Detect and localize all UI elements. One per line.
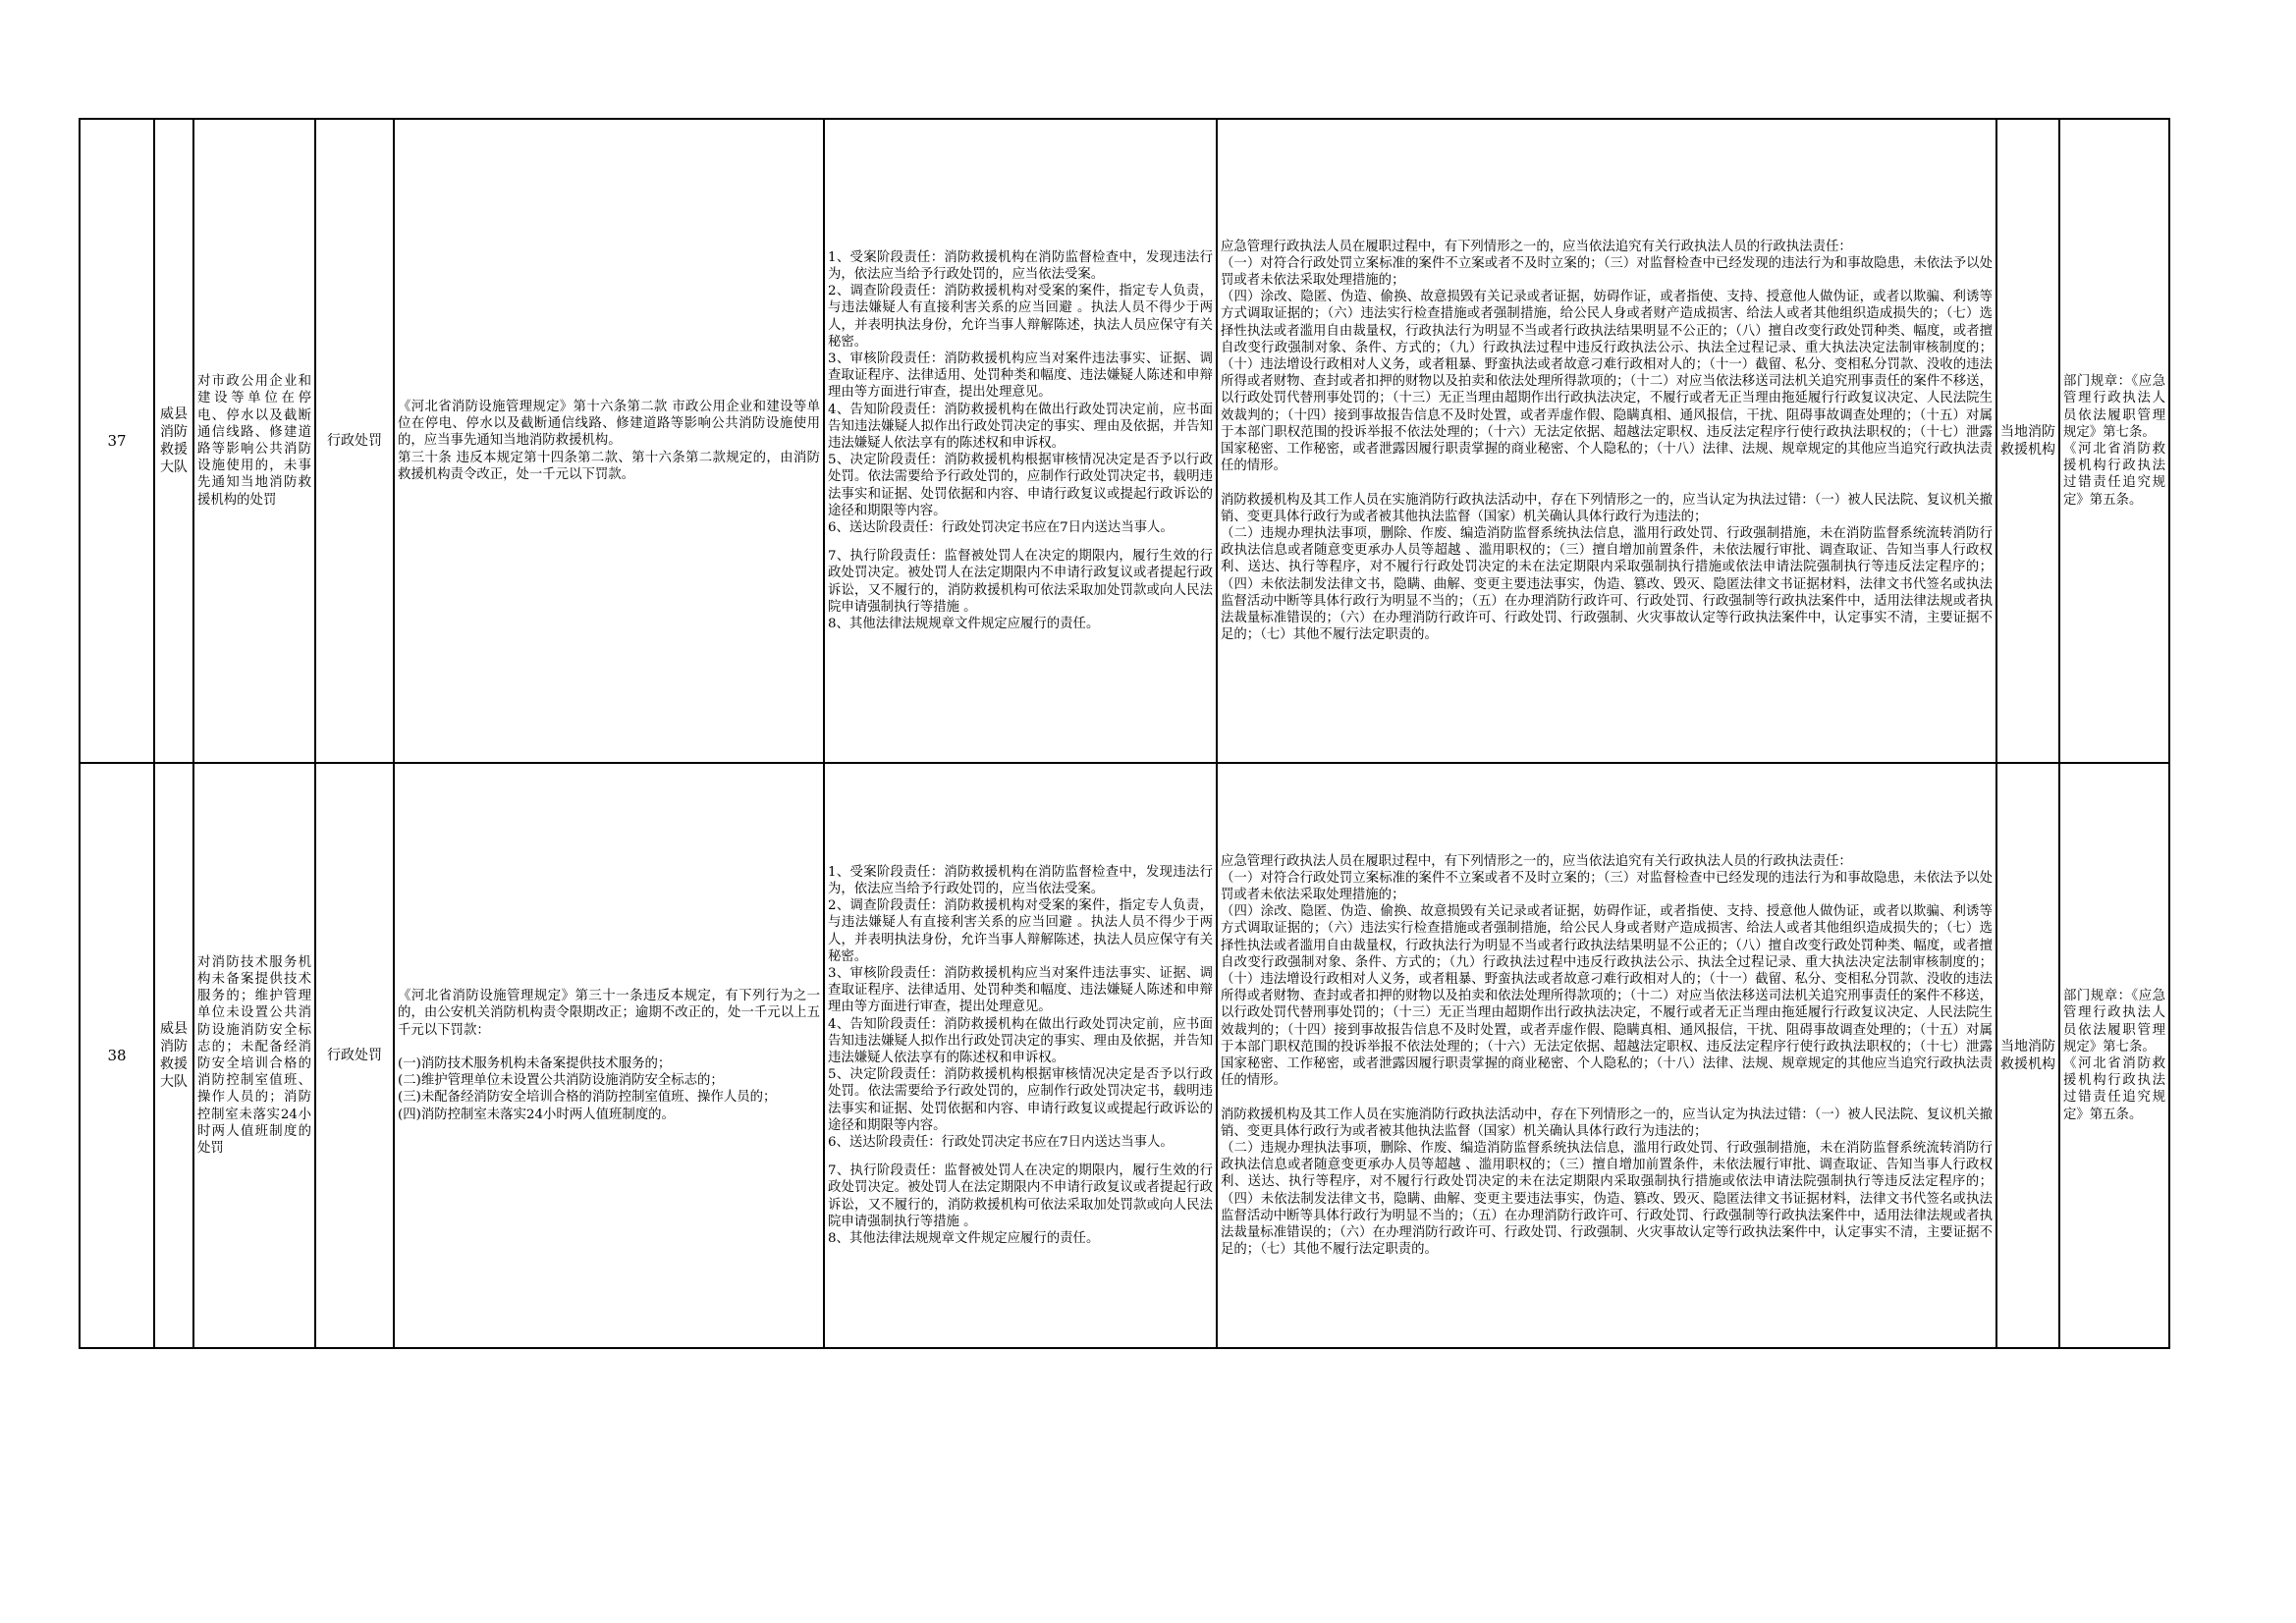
responsibility-cell	[824, 119, 1217, 763]
accountability-cell	[1217, 763, 1996, 1348]
power-type-cell: 行政处罚	[315, 763, 394, 1348]
basis-cell	[2059, 119, 2169, 763]
duty-item: 1、受案阶段责任：消防救援机构在消防监督检查中，发现违法行为，依法应当给予行政处罚的，应当依法受案。	[828, 249, 1213, 282]
accountability-text: （四）涂改、隐匿、伪造、偷换、故意损毁有关记录或者证据，妨碍作证，或者指使、支持、授意他人做伪证，或者以欺骗、利诱等方式调取证据的；（六）违法实行检查措施或者强制措施，给公民人身或者财产造成损害、给法人或者其他组织造成损失的；（七）选择性执法或者滥用自由裁量权，行政执法行为明显不当或者行政执法结果明显不公正的；（八）擅自改变行政处罚种类、幅度，或者擅自改变行政强制对象、条件、方式的；（九）行政执法过程中违反行政执法公示、执法全过程记录、重大执法决定法制审核制度的；（十）违法增设行政相对人义务，或者粗暴、野蛮执法或者故意刁难行政相对人的；（十一）截留、私分、变相私分罚款、没收的违法所得或者财物、查封或者扣押的财物以及拍卖和依法处理所得款项的；（十二）对应当依法移送司法机关追究刑事责任的案件不移送，以行政处罚代替刑事处罚的；（十三）无正当理由超期作出行政执法决定，不履行或者无正当理由拖延履行行政复议决定、人民法院生效裁判的；（十四）接到事故报告信息不及时处置，或者弄虚作假、隐瞒真相、通风报信，干扰、阻碍事故调查处理的；（十五）对属于本部门职权范围的投诉举报不依法处理的；（十六）无法定依据、超越法定职权、违反法定程序行使行政执法职权的；（十七）泄露国家秘密、工作秘密，或者泄露因履行职责掌握的商业秘密、个人隐私的；（十八）法律、法规、规章规定的其他应当追究行政执法责任的情形。	[1221, 290, 1993, 474]
subject-cell: 当地消防救援机构	[1996, 119, 2059, 763]
duty-item: 6、送达阶段责任：行政处罚决定书应在7日内送达当事人。	[828, 520, 1174, 536]
duty-item: 7、执行阶段责任：监督被处罚人在决定的期限内，履行生效的行政处罚决定。被处罚人在法定期限内不申请行政复议或者提起行政诉讼，又不履行的，消防救援机构可依法采取加处罚款或向人民法院申请强制执行等措施 。	[828, 1163, 1213, 1229]
duty-item: 8、其他法律法规规章文件规定应履行的责任。	[828, 617, 1100, 632]
duty-item: 5、决定阶段责任：消防救援机构根据审核情况决定是否予以行政处罚。依法需要给予行政处罚的，应制作行政处罚决定书，载明违法事实和证据、处罚依据和内容、申请行政复议或提起行政诉讼的途径和期限等内容。	[828, 453, 1213, 518]
duty-item: 2、调查阶段责任：消防救援机构对受案的案件，指定专人负责，与违法嫌疑人有直接利害关系的应当回避 。执法人员不得少于两人，并表明执法身份，允许当事人辩解陈述，执法人员应保守有关秘密。	[828, 284, 1213, 350]
duty-item: 4、告知阶段责任：消防救援机构在做出行政处罚决定前，应书面告知违法嫌疑人拟作出行政处罚决定的事实、理由及依据，并告知违法嫌疑人依法享有的陈述权和申诉权。	[828, 402, 1213, 451]
duty-item: 4、告知阶段责任：消防救援机构在做出行政处罚决定前，应书面告知违法嫌疑人拟作出行政处罚决定的事实、理由及依据，并告知违法嫌疑人依法享有的陈述权和申诉权。	[828, 1016, 1213, 1065]
legal-text: (一)消防技术服务机构未备案提供技术服务的；	[398, 1055, 672, 1071]
duty-item: 3、审核阶段责任：消防救援机构应当对案件违法事实、证据、调查取证程序、法律适用、处罚种类和幅度、违法嫌疑人陈述和申辩理由等方面进行审查，提出处理意见。	[828, 965, 1213, 1015]
accountability-text: 消防救援机构及其工作人员在实施消防行政执法活动中，存在下列情形之一的，应当认定为执法过错：（一）被人民法院、复议机关撤销、变更具体行政行为或者被其他执法监督（国家）机关确认具体行政行为违法的；	[1221, 1107, 1993, 1139]
duty-item: 3、审核阶段责任：消防救援机构应当对案件违法事实、证据、调查取证程序、法律适用、处罚种类和幅度、违法嫌疑人陈述和申辩理由等方面进行审查，提出处理意见。	[828, 351, 1213, 401]
basis-text: 《河北省消防救援机构行政执法过错责任追究规定》第五条。	[2063, 1056, 2165, 1122]
accountability-text: 应急管理行政执法人员在履职过程中，有下列情形之一的，应当依法追究有关行政执法人员的行政执法责任：	[1221, 853, 1852, 869]
accountability-text: （二）违规办理执法事项，删除、作废、编造消防监督系统执法信息，滥用行政处罚、行政强制措施，未在消防监督系统流转消防行政执法信息或者随意变更承办人员等超越 、滥用职权的；（三）擅自增加前置条件，未依法履行审批、调查取证、告知当事人行政权利、送达、执行等程序，对不履行行政处罚决定的未在法定期限内采取强制执行措施或依法申请法院强制执行等违反法定程序的；（四）未依法制发法律文书，隐瞒、曲解、变更主要违法事实，伪造、篡改、毁灭、隐匿法律文书证据材料，法律文书代签名或执法监督活动中断等具体行政行为明显不当的；（五）在办理消防行政许可、行政处罚、行政强制等行政执法案件中，适用法律法规或者执法裁量标准错误的；（六）在办理消防行政许可、行政处罚、行政强制、火灾事故认定等行政执法案件中，认定事实不清，主要证据不足的；（七）其他不履行法定职责的。	[1221, 525, 1993, 643]
duty-item: 6、送达阶段责任：行政处罚决定书应在7日内送达当事人。	[828, 1135, 1174, 1151]
accountability-text: （一）对符合行政处罚立案标准的案件不立案或者不及时立案的；（三）对监督检查中已经发现的违法行为和事故隐患，未依法予以处罚或者未依法采取处理措施的；	[1221, 870, 1993, 903]
responsibility-cell	[824, 763, 1217, 1348]
legal-text: (三)未配备经消防安全培训合格的消防控制室值班、操作人员的；	[398, 1090, 777, 1106]
row-number: 38	[80, 763, 154, 1348]
legal-text: (二)维护管理单位未设置公共消防设施消防安全标志的；	[398, 1073, 724, 1089]
power-type-cell: 行政处罚	[315, 119, 394, 763]
basis-text: 部门规章：《应急管理行政执法人员依法履职管理规定》第七条。	[2063, 989, 2165, 1055]
responsibility-table	[79, 118, 2170, 1349]
accountability-text: 消防救援机构及其工作人员在实施消防行政执法活动中，存在下列情形之一的，应当认定为执法过错：（一）被人民法院、复议机关撤销、变更具体行政行为或者被其他执法监督（国家）机关确认具体行政行为违法的；	[1221, 492, 1993, 524]
legal-basis-cell	[394, 119, 824, 763]
legal-basis-cell	[394, 763, 824, 1348]
subject-cell: 当地消防救援机构	[1996, 763, 2059, 1348]
legal-text: 《河北省消防设施管理规定》第三十一条违反本规定，有下列行为之一的，由公安机关消防机构责令限期改正；逾期不改正的，处一千元以上五千元以下罚款：	[398, 989, 820, 1038]
legal-text: 《河北省消防设施管理规定》第十六条第二款 市政公用企业和建设等单位在停电、停水以及截断通信线路、修建道路等影响公共消防设施使用的，应当事先通知当地消防救援机构。	[398, 399, 820, 449]
accountability-cell	[1217, 119, 1996, 763]
item-name-cell: 对市政公用企业和建设等单位在停电、停水以及截断通信线路、修建道路等影响公共消防设施使用的，未事先通知当地消防救援机构的处罚	[193, 119, 315, 763]
department-cell: 威县消防救援大队	[154, 119, 193, 763]
duty-item: 2、调查阶段责任：消防救援机构对受案的案件，指定专人负责，与违法嫌疑人有直接利害关系的应当回避 。执法人员不得少于两人，并表明执法身份，允许当事人辩解陈述，执法人员应保守有关秘密。	[828, 898, 1213, 964]
item-name-cell: 对消防技术服务机构未备案提供技术服务的；维护管理单位未设置公共消防设施消防安全标志的；未配备经消防安全培训合格的消防控制室值班、操作人员的；消防控制室未落实24小时两人值班制度的处罚	[193, 763, 315, 1348]
accountability-text: 应急管理行政执法人员在履职过程中，有下列情形之一的，应当依法追究有关行政执法人员的行政执法责任：	[1221, 239, 1852, 254]
accountability-text: （一）对符合行政处罚立案标准的案件不立案或者不及时立案的；（三）对监督检查中已经发现的违法行为和事故隐患，未依法予以处罚或者未依法采取处理措施的；	[1221, 255, 1993, 289]
legal-text: 第三十条 违反本规定第十四条第二款、第十六条第二款规定的，由消防救援机构责令改正，处一千元以下罚款。	[398, 450, 820, 482]
legal-text: (四)消防控制室未落实24小时两人值班制度的。	[398, 1107, 675, 1122]
duty-item: 8、其他法律法规规章文件规定应履行的责任。	[828, 1231, 1100, 1247]
table-row	[80, 119, 2169, 763]
row-number: 37	[80, 119, 154, 763]
duty-item: 7、执行阶段责任：监督被处罚人在决定的期限内，履行生效的行政处罚决定。被处罚人在法定期限内不申请行政复议或者提起行政诉讼，又不履行的，消防救援机构可依法采取加处罚款或向人民法院申请强制执行等措施 。	[828, 549, 1213, 615]
duty-item: 5、决定阶段责任：消防救援机构根据审核情况决定是否予以行政处罚。依法需要给予行政处罚的，应制作行政处罚决定书，载明违法事实和证据、处罚依据和内容、申请行政复议或提起行政诉讼的途径和期限等内容。	[828, 1067, 1213, 1133]
department-cell: 威县消防救援大队	[154, 763, 193, 1348]
accountability-text: （二）违规办理执法事项，删除、作废、编造消防监督系统执法信息，滥用行政处罚、行政强制措施，未在消防监督系统流转消防行政执法信息或者随意变更承办人员等超越 、滥用职权的；（三）擅自增加前置条件，未依法履行审批、调查取证、告知当事人行政权利、送达、执行等程序，对不履行行政处罚决定的未在法定期限内采取强制执行措施或依法申请法院强制执行等违反法定程序的；（四）未依法制发法律文书，隐瞒、曲解、变更主要违法事实，伪造、篡改、毁灭、隐匿法律文书证据材料，法律文书代签名或执法监督活动中断等具体行政行为明显不当的；（五）在办理消防行政许可、行政处罚、行政强制等行政执法案件中，适用法律法规或者执法裁量标准错误的；（六）在办理消防行政许可、行政处罚、行政强制、火灾事故认定等行政执法案件中，认定事实不清，主要证据不足的；（七）其他不履行法定职责的。	[1221, 1140, 1993, 1258]
duty-item: 1、受案阶段责任：消防救援机构在消防监督检查中，发现违法行为，依法应当给予行政处罚的，应当依法受案。	[828, 864, 1213, 896]
table-row	[80, 763, 2169, 1348]
basis-cell	[2059, 763, 2169, 1348]
basis-text: 部门规章：《应急管理行政执法人员依法履职管理规定》第七条。	[2063, 374, 2165, 440]
accountability-text: （四）涂改、隐匿、伪造、偷换、故意损毁有关记录或者证据，妨碍作证，或者指使、支持、授意他人做伪证，或者以欺骗、利诱等方式调取证据的；（六）违法实行检查措施或者强制措施，给公民人身或者财产造成损害、给法人或者其他组织造成损失的；（七）选择性执法或者滥用自由裁量权，行政执法行为明显不当或者行政执法结果明显不公正的；（八）擅自改变行政处罚种类、幅度，或者擅自改变行政强制对象、条件、方式的；（九）行政执法过程中违反行政执法公示、执法全过程记录、重大执法决定法制审核制度的；（十）违法增设行政相对人义务，或者粗暴、野蛮执法或者故意刁难行政相对人的；（十一）截留、私分、变相私分罚款、没收的违法所得或者财物、查封或者扣押的财物以及拍卖和依法处理所得款项的；（十二）对应当依法移送司法机关追究刑事责任的案件不移送，以行政处罚代替刑事处罚的；（十三）无正当理由超期作出行政执法决定，不履行或者无正当理由拖延履行行政复议决定、人民法院生效裁判的；（十四）接到事故报告信息不及时处置，或者弄虚作假、隐瞒真相、通风报信，干扰、阻碍事故调查处理的；（十五）对属于本部门职权范围的投诉举报不依法处理的；（十六）无法定依据、超越法定职权、违反法定程序行使行政执法职权的；（十七）泄露国家秘密、工作秘密，或者泄露因履行职责掌握的商业秘密、个人隐私的；（十八）法律、法规、规章规定的其他应当追究行政执法责任的情形。	[1221, 904, 1993, 1089]
basis-text: 《河北省消防救援机构行政执法过错责任追究规定》第五条。	[2063, 442, 2165, 508]
